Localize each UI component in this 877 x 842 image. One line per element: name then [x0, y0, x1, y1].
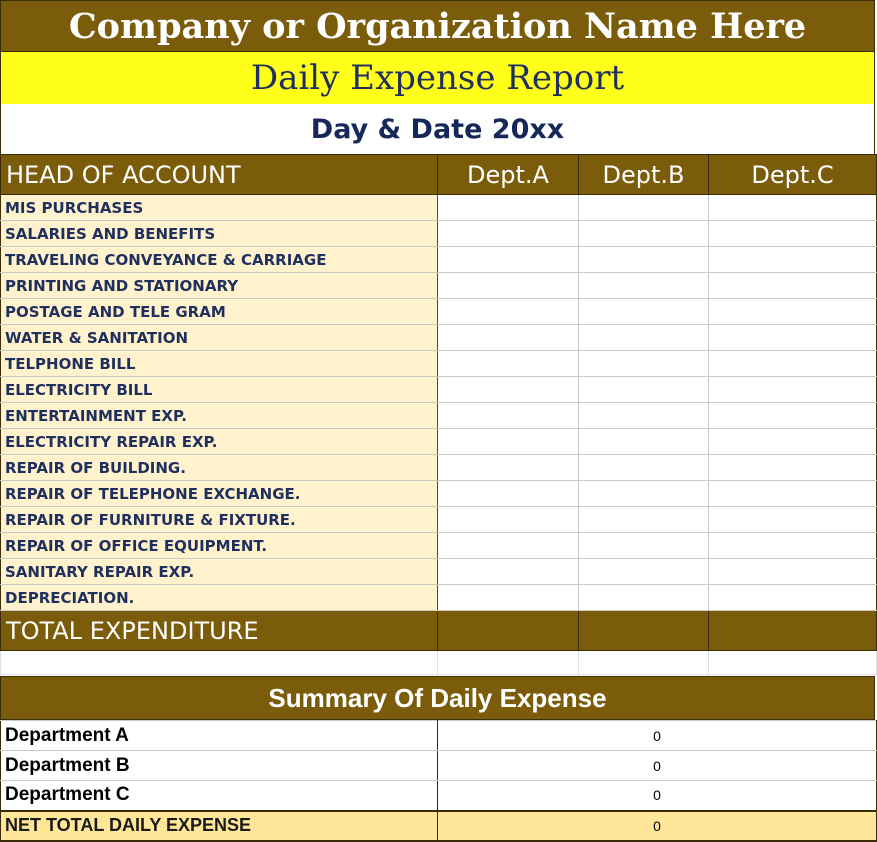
dept-b-cell[interactable] [579, 325, 709, 351]
dept-a-cell[interactable] [438, 195, 579, 221]
net-total-label[interactable]: NET TOTAL DAILY EXPENSE [1, 811, 438, 841]
dept-c-cell[interactable] [709, 481, 877, 507]
dept-a-cell[interactable] [438, 507, 579, 533]
summary-dept-b-value[interactable]: 0 [438, 751, 877, 781]
dept-a-cell[interactable] [438, 585, 579, 611]
dept-a-cell[interactable] [438, 429, 579, 455]
expense-row [1, 325, 877, 351]
expense-row [1, 377, 877, 403]
account-label[interactable]: PRINTING AND STATIONARY [1, 273, 438, 299]
expense-row [1, 429, 877, 455]
dept-c-cell[interactable] [709, 325, 877, 351]
expense-row [1, 299, 877, 325]
report-title[interactable]: Daily Expense Report [0, 52, 875, 104]
account-label[interactable]: SALARIES AND BENEFITS [1, 221, 438, 247]
dept-c-cell[interactable] [709, 299, 877, 325]
expense-row [1, 533, 877, 559]
expense-row [1, 455, 877, 481]
dept-b-cell[interactable] [579, 507, 709, 533]
dept-c-cell[interactable] [709, 559, 877, 585]
expense-table-header [1, 155, 877, 195]
day-date[interactable]: Day & Date 20xx [0, 104, 875, 154]
summary-dept-b-label[interactable]: Department B [1, 751, 438, 781]
expense-row [1, 195, 877, 221]
expense-row [1, 351, 877, 377]
net-total-value[interactable]: 0 [438, 811, 877, 841]
summary-row [1, 751, 877, 781]
account-label[interactable]: ENTERTAINMENT EXP. [1, 403, 438, 429]
dept-b-cell[interactable] [579, 195, 709, 221]
spacer-cell[interactable] [438, 651, 579, 675]
spacer-cell[interactable] [579, 651, 709, 675]
account-label[interactable]: TELPHONE BILL [1, 351, 438, 377]
expense-row [1, 273, 877, 299]
total-dept-a-cell[interactable] [438, 611, 579, 651]
account-label[interactable]: DEPRECIATION. [1, 585, 438, 611]
dept-c-cell[interactable] [709, 507, 877, 533]
expense-row [1, 247, 877, 273]
dept-c-cell[interactable] [709, 351, 877, 377]
dept-b-cell[interactable] [579, 429, 709, 455]
dept-a-cell[interactable] [438, 325, 579, 351]
dept-b-cell[interactable] [579, 351, 709, 377]
account-label[interactable]: POSTAGE AND TELE GRAM [1, 299, 438, 325]
account-label[interactable]: REPAIR OF OFFICE EQUIPMENT. [1, 533, 438, 559]
dept-b-cell[interactable] [579, 247, 709, 273]
expense-row [1, 221, 877, 247]
total-dept-c-cell[interactable] [709, 611, 877, 651]
dept-a-cell[interactable] [438, 533, 579, 559]
net-total-row [1, 811, 877, 841]
header-dept-b[interactable]: Dept.B [579, 155, 709, 195]
account-label[interactable]: SANITARY REPAIR EXP. [1, 559, 438, 585]
dept-b-cell[interactable] [579, 403, 709, 429]
expense-row [1, 585, 877, 611]
summary-row [1, 781, 877, 811]
summary-dept-c-label[interactable]: Department C [1, 781, 438, 811]
expense-row [1, 403, 877, 429]
company-name[interactable]: Company or Organization Name Here [0, 0, 875, 52]
account-label[interactable]: MIS PURCHASES [1, 195, 438, 221]
dept-a-cell[interactable] [438, 377, 579, 403]
account-label[interactable]: REPAIR OF FURNITURE & FIXTURE. [1, 507, 438, 533]
summary-dept-a-label[interactable]: Department A [1, 721, 438, 751]
dept-c-cell[interactable] [709, 377, 877, 403]
dept-a-cell[interactable] [438, 403, 579, 429]
header-head-of-account[interactable]: HEAD OF ACCOUNT [1, 155, 438, 195]
summary-dept-c-value[interactable]: 0 [438, 781, 877, 811]
account-label[interactable]: REPAIR OF BUILDING. [1, 455, 438, 481]
dept-b-cell[interactable] [579, 299, 709, 325]
account-label[interactable]: ELECTRICITY BILL [1, 377, 438, 403]
dept-a-cell[interactable] [438, 455, 579, 481]
account-label[interactable]: WATER & SANITATION [1, 325, 438, 351]
total-expenditure-label[interactable]: TOTAL EXPENDITURE [1, 611, 438, 651]
expense-row [1, 507, 877, 533]
dept-c-cell[interactable] [709, 195, 877, 221]
summary-title[interactable]: Summary Of Daily Expense [0, 676, 875, 720]
expense-row [1, 559, 877, 585]
account-label[interactable]: ELECTRICITY REPAIR EXP. [1, 429, 438, 455]
dept-b-cell[interactable] [579, 585, 709, 611]
dept-c-cell[interactable] [709, 403, 877, 429]
dept-c-cell[interactable] [709, 533, 877, 559]
spacer-cell[interactable] [709, 651, 877, 675]
dept-a-cell[interactable] [438, 247, 579, 273]
dept-a-cell[interactable] [438, 351, 579, 377]
dept-c-cell[interactable] [709, 455, 877, 481]
dept-a-cell[interactable] [438, 273, 579, 299]
dept-a-cell[interactable] [438, 481, 579, 507]
summary-row [1, 721, 877, 751]
dept-a-cell[interactable] [438, 559, 579, 585]
dept-c-cell[interactable] [709, 273, 877, 299]
dept-c-cell[interactable] [709, 429, 877, 455]
dept-c-cell[interactable] [709, 221, 877, 247]
header-dept-c[interactable]: Dept.C [709, 155, 877, 195]
dept-a-cell[interactable] [438, 221, 579, 247]
dept-b-cell[interactable] [579, 533, 709, 559]
dept-b-cell[interactable] [579, 481, 709, 507]
dept-b-cell[interactable] [579, 273, 709, 299]
summary-table [0, 720, 877, 842]
expense-table [0, 154, 877, 675]
total-expenditure-row [1, 611, 877, 651]
expense-row [1, 481, 877, 507]
dept-c-cell[interactable] [709, 585, 877, 611]
header-dept-a[interactable]: Dept.A [438, 155, 579, 195]
dept-b-cell[interactable] [579, 377, 709, 403]
spacer-cell[interactable] [1, 651, 438, 675]
dept-a-cell[interactable] [438, 299, 579, 325]
total-dept-b-cell[interactable] [579, 611, 709, 651]
dept-b-cell[interactable] [579, 221, 709, 247]
summary-dept-a-value[interactable]: 0 [438, 721, 877, 751]
account-label[interactable]: TRAVELING CONVEYANCE & CARRIAGE [1, 247, 438, 273]
dept-b-cell[interactable] [579, 455, 709, 481]
account-label[interactable]: REPAIR OF TELEPHONE EXCHANGE. [1, 481, 438, 507]
dept-c-cell[interactable] [709, 247, 877, 273]
spacer-row [1, 651, 877, 675]
dept-b-cell[interactable] [579, 559, 709, 585]
